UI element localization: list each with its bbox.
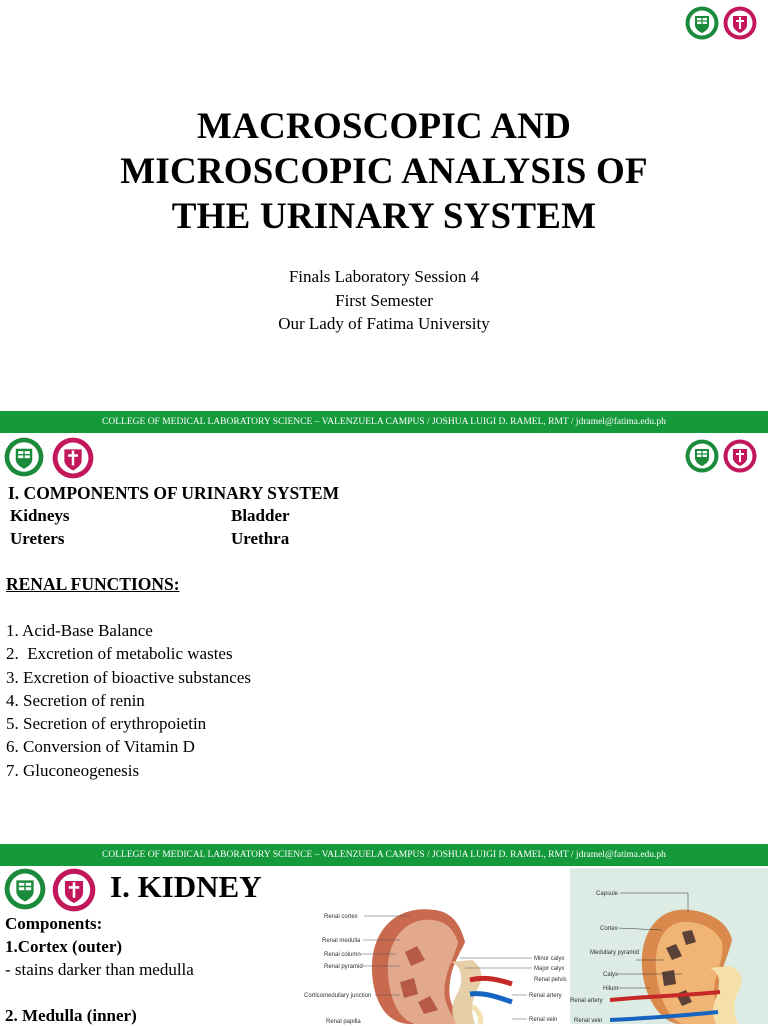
component-bladder: Bladder [231, 506, 290, 525]
diagram-label: Renal medulla [322, 938, 361, 944]
list-item: 5. Secretion of erythropoietin [6, 714, 207, 734]
diagram-label: Capsule [596, 891, 619, 897]
diagram-label: Renal artery [570, 998, 603, 1004]
title-line: THE URINARY SYSTEM [171, 196, 597, 237]
list-item: 2. Excretion of metabolic wastes [6, 644, 233, 664]
component-kidneys: Kidneys [10, 506, 70, 525]
school-seal-logo-green [4, 868, 46, 910]
cortex-note: - stains darker than medulla [5, 960, 194, 979]
diagram-label: Calyx [603, 972, 619, 978]
subtitle-line: First Semester [335, 290, 433, 310]
list-item: 4. Secretion of renin [6, 690, 145, 710]
title-line: MACROSCOPIC AND [196, 106, 572, 147]
diagram-label: Renal pelvis [534, 977, 567, 983]
college-seal-logo-magenta [52, 868, 96, 912]
diagram-label: Cortex [600, 926, 618, 932]
slide-footer: COLLEGE OF MEDICAL LABORATORY SCIENCE – VALENZUELA CAMPUS / JOSHUA LUIGI D. RAMEL, RMT / jdramel@fatima.edu.ph [0, 844, 768, 866]
diagram-label: Minor calyx [534, 956, 565, 962]
kidney-title: I. KIDNEY [110, 869, 262, 904]
college-seal-logo-magenta [52, 437, 94, 479]
title-line: MICROSCOPIC ANALYSIS OF [120, 151, 648, 192]
diagram-label: Renal vein [574, 1018, 603, 1024]
college-seal-logo-magenta [723, 439, 757, 473]
component-urethra: Urethra [231, 529, 290, 548]
list-item: 6. Conversion of Vitamin D [6, 737, 195, 757]
school-seal-logo-green [4, 437, 44, 477]
cortex-label: 1.Cortex (outer) [5, 937, 123, 956]
school-seal-logo-green [685, 6, 719, 40]
kidney-photo-diagram [570, 868, 768, 1024]
school-seal-logo-green [685, 439, 719, 473]
medulla-label: 2. Medulla (inner) [5, 1006, 137, 1025]
slide-subtitle [0, 265, 768, 336]
slide-title-heading [40, 104, 728, 239]
list-item: 1. Acid-Base Balance [6, 621, 153, 640]
subtitle-line: Finals Laboratory Session 4 [288, 267, 480, 286]
diagram-label: Corticomedullary junction [304, 993, 372, 999]
renal-functions-list [6, 619, 251, 782]
diagram-label: Medullary pyramid [590, 950, 640, 956]
slide-title [0, 0, 768, 433]
subtitle-line: Our Lady of Fatima University [278, 314, 490, 333]
component-ureters: Ureters [10, 529, 65, 548]
diagram-label: Major calyx [534, 966, 565, 972]
slide-components [0, 433, 768, 860]
section-heading: I. COMPONENTS OF URINARY SYSTEM [8, 483, 340, 503]
diagram-label: Hilum [603, 986, 619, 992]
diagram-label: Renal artery [529, 993, 562, 999]
renal-functions-heading: RENAL FUNCTIONS: [6, 574, 180, 594]
kidney-cross-section-diagram [300, 902, 575, 1024]
slide-footer: COLLEGE OF MEDICAL LABORATORY SCIENCE – VALENZUELA CAMPUS / JOSHUA LUIGI D. RAMEL, RMT / jdramel@fatima.edu.ph [0, 411, 768, 433]
components-label: Components: [5, 914, 103, 933]
diagram-label: Renal vein [529, 1017, 558, 1023]
diagram-label: Renal pyramid [324, 964, 363, 970]
list-item: 7. Gluconeogenesis [6, 760, 140, 780]
diagram-label: Renal column [324, 952, 361, 958]
college-seal-logo-magenta [723, 6, 757, 40]
diagram-label: Renal papilla [326, 1019, 361, 1025]
diagram-label: Renal cortex [324, 914, 358, 920]
slide-kidney [0, 866, 768, 1024]
list-item: 3. Excretion of bioactive substances [6, 667, 252, 687]
